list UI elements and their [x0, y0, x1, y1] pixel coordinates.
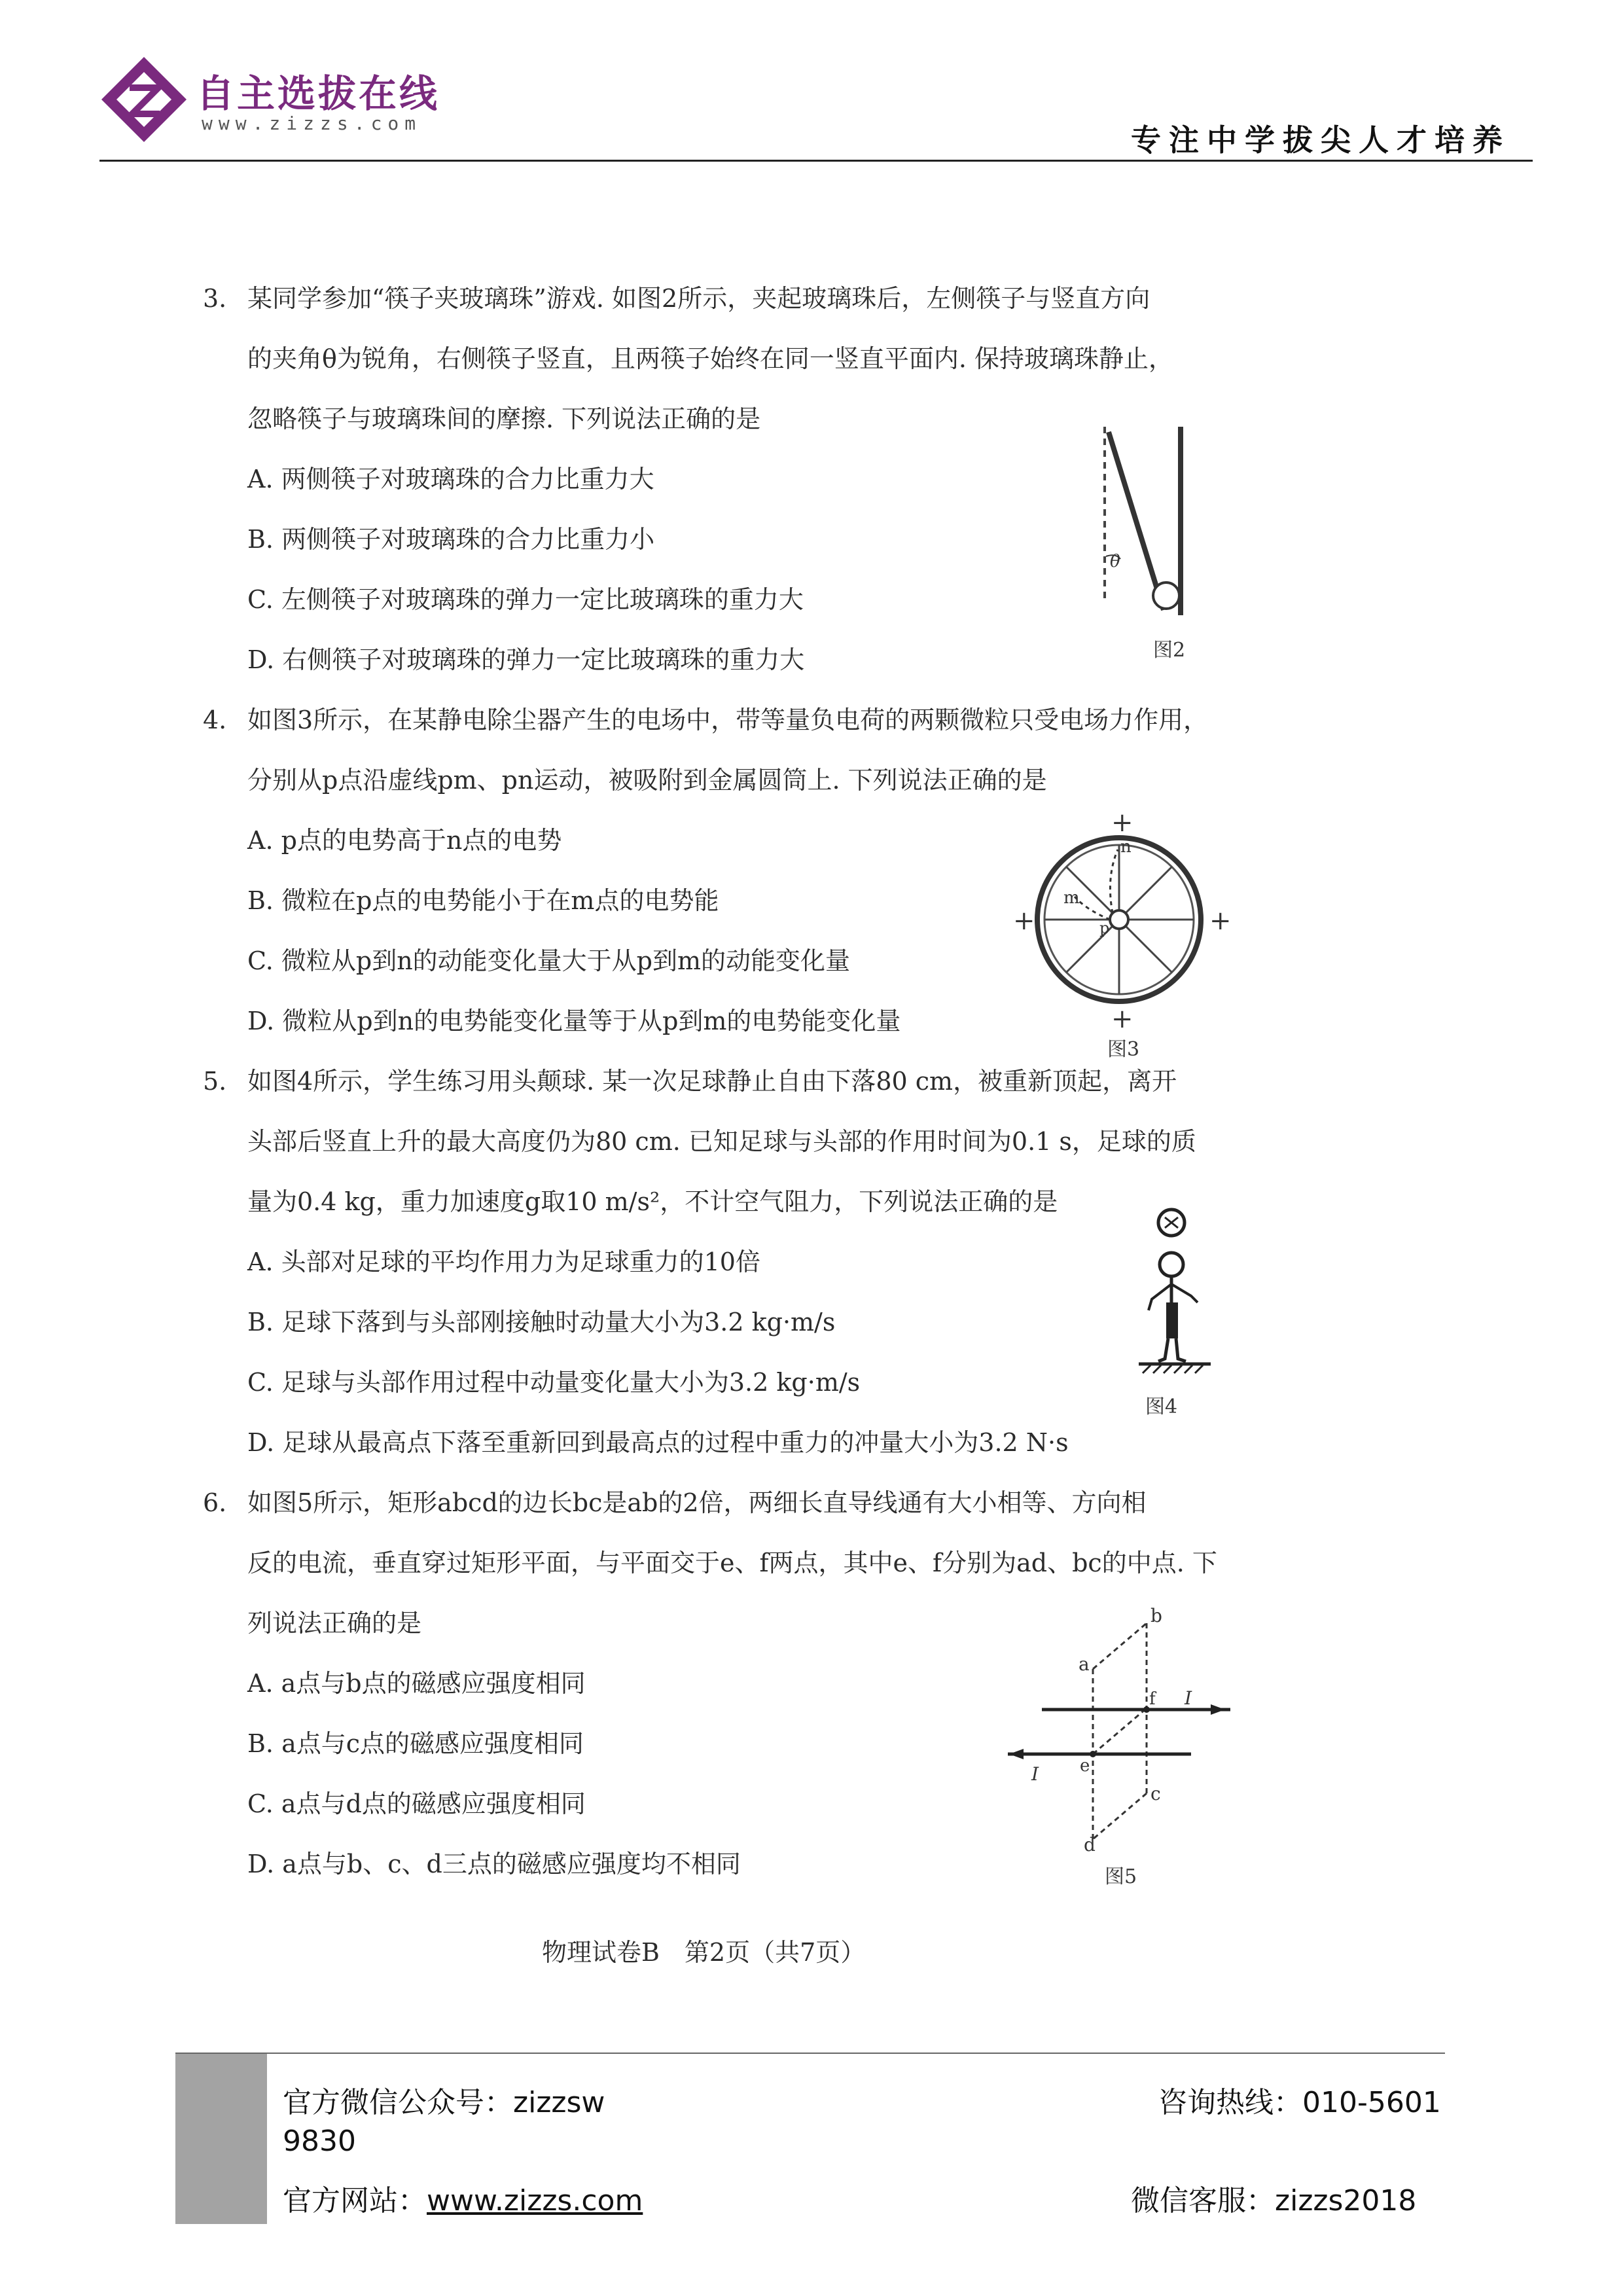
question-6-stem-line: 列说法正确的是: [247, 1609, 422, 1638]
question-6-stem-line: 反的电流，垂直穿过矩形平面，与平面交于e、f两点，其中e、f分别为ad、bc的中点. 下: [247, 1549, 1217, 1577]
logo-mark-icon: [98, 54, 190, 145]
svg-text:I: I: [1185, 1687, 1192, 1709]
svg-text:c: c: [1150, 1783, 1161, 1804]
header-divider: [99, 160, 1533, 162]
svg-text:f: f: [1149, 1689, 1156, 1709]
footer-wechat-official-cont: 9830: [283, 2125, 356, 2158]
question-6-option-b: B. a点与c点的磁感应强度相同: [247, 1729, 584, 1758]
figure-5-wires: [995, 1604, 1257, 1865]
question-3-option-b: B. 两侧筷子对玻璃珠的合力比重力小: [247, 525, 655, 554]
question-4-number: 4.: [203, 706, 227, 734]
svg-text:n: n: [1120, 837, 1132, 857]
question-3-stem-line: 忽略筷子与玻璃珠间的摩擦. 下列说法正确的是: [247, 404, 761, 433]
svg-text:+: +: [1013, 906, 1035, 936]
question-4-option-b: B. 微粒在p点的电势能小于在m点的电势能: [247, 886, 719, 915]
question-3-option-a: A. 两侧筷子对玻璃珠的合力比重力大: [247, 465, 654, 493]
question-3-option-d: D. 右侧筷子对玻璃珠的弹力一定比玻璃珠的重力大: [247, 645, 805, 674]
svg-text:m: m: [1063, 888, 1080, 908]
footer-website-link[interactable]: www.zizzs.com: [427, 2184, 643, 2217]
question-4-option-a: A. p点的电势高于n点的电势: [247, 826, 562, 855]
exam-page-number: 物理试卷B 第2页（共7页）: [542, 1938, 866, 1967]
footer-service: 微信客服：zizzs2018: [1131, 2184, 1417, 2217]
question-6-option-a: A. a点与b点的磁感应强度相同: [247, 1669, 586, 1698]
footer-hotline: 咨询热线：010-5601: [1158, 2086, 1441, 2119]
svg-text:b: b: [1150, 1605, 1162, 1626]
site-logo[interactable]: [98, 54, 190, 145]
question-5-stem-line: 量为0.4 kg，重力加速度g取10 m/s²，不计空气阻力，下列说法正确的是: [247, 1187, 1058, 1216]
footer-website-label: 官方网站：: [283, 2184, 427, 2217]
question-4-stem-line: 如图3所示，在某静电除尘器产生的电场中，带等量负电荷的两颗微粒只受电场力作用，: [247, 706, 1209, 734]
question-5-option-b: B. 足球下落到与头部刚接触时动量大小为3.2 kg·m/s: [247, 1308, 836, 1336]
question-4-option-d: D. 微粒从p到n的电势能变化量等于从p到m的电势能变化量: [247, 1007, 901, 1035]
svg-text:I: I: [1031, 1763, 1039, 1785]
question-5-number: 5.: [203, 1067, 227, 1096]
question-5-option-c: C. 足球与头部作用过程中动量变化量大小为3.2 kg·m/s: [247, 1368, 861, 1397]
question-6-option-c: C. a点与d点的磁感应强度相同: [247, 1789, 586, 1818]
figure-4-heading-ball: [1113, 1204, 1230, 1388]
figure-3-caption: 图3: [1107, 1038, 1140, 1061]
question-6-number: 6.: [203, 1488, 227, 1517]
figure-2-caption: 图2: [1153, 639, 1186, 662]
svg-text:p: p: [1099, 919, 1110, 937]
question-3-stem-line: 的夹角θ为锐角，右侧筷子竖直，且两筷子始终在同一竖直平面内. 保持玻璃珠静止，: [247, 344, 1174, 373]
footer-gray-block: [175, 2054, 267, 2224]
footer-wechat-official: 官方微信公众号：zizzsw: [283, 2086, 605, 2119]
question-4-option-c: C. 微粒从p到n的动能变化量大于从p到m的动能变化量: [247, 946, 851, 975]
svg-text:+: +: [1111, 808, 1133, 838]
question-6-stem-line: 如图5所示，矩形abcd的边长bc是ab的2倍，两细长直导线通有大小相等、方向相: [247, 1488, 1147, 1517]
svg-text:+: +: [1111, 1004, 1133, 1034]
question-5-stem-line: 如图4所示，学生练习用头颠球. 某一次足球静止自由下落80 cm，被重新顶起，离开: [247, 1067, 1177, 1096]
question-4-stem-line: 分别从p点沿虚线pm、pn运动，被吸附到金属圆筒上. 下列说法正确的是: [247, 766, 1047, 795]
figure-5-caption: 图5: [1105, 1865, 1137, 1888]
figure-3-precipitator: [1001, 805, 1250, 1034]
logo-name: 自主选拔在线: [196, 71, 440, 116]
svg-text:a: a: [1079, 1653, 1090, 1675]
figure-4-caption: 图4: [1145, 1395, 1178, 1418]
question-5-option-a: A. 头部对足球的平均作用力为足球重力的10倍: [247, 1247, 760, 1276]
question-3-number: 3.: [203, 284, 227, 313]
logo-url: www.zizzs.com: [202, 113, 422, 134]
svg-text:e: e: [1080, 1756, 1090, 1776]
question-5-stem-line: 头部后竖直上升的最大高度仍为80 cm. 已知足球与头部的作用时间为0.1 s，足球的质: [247, 1127, 1196, 1156]
svg-text:d: d: [1084, 1834, 1096, 1856]
figure-2-chopsticks: [1080, 419, 1211, 635]
question-6-option-d: D. a点与b、c、d三点的磁感应强度均不相同: [247, 1850, 741, 1878]
footer-website: [283, 2177, 643, 2219]
svg-text:+: +: [1209, 906, 1232, 936]
question-5-option-d: D. 足球从最高点下落至重新回到最高点的过程中重力的冲量大小为3.2 N·s: [247, 1428, 1069, 1457]
footer-divider: [175, 2053, 1445, 2054]
question-3-stem-line: 某同学参加“筷子夹玻璃珠”游戏. 如图2所示，夹起玻璃珠后，左侧筷子与竖直方向: [247, 284, 1150, 313]
question-3-option-c: C. 左侧筷子对玻璃珠的弹力一定比玻璃珠的重力大: [247, 585, 804, 614]
svg-text:θ: θ: [1110, 552, 1120, 571]
slogan: 专注中学拔尖人才培养: [1131, 122, 1510, 158]
